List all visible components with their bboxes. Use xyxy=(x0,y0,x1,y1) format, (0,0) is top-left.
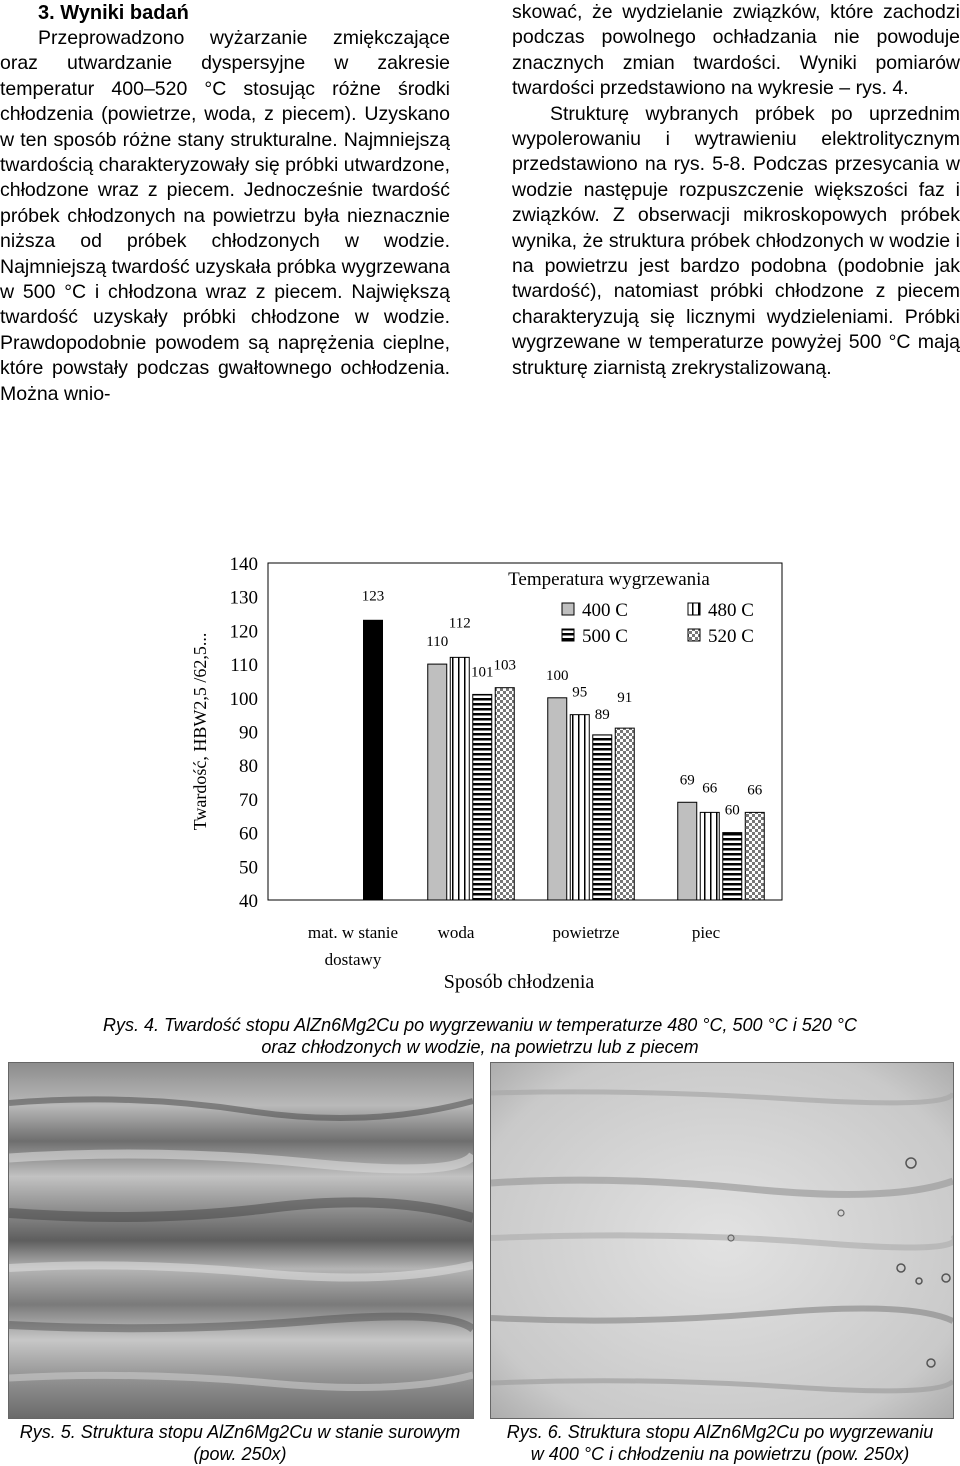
figure-4-caption-line-1: Rys. 4. Twardość stopu AlZn6Mg2Cu po wygrzewaniu w temperaturze 480 °C, 500 °C i 520 °C xyxy=(103,1015,857,1035)
y-axis-label: Twardość, HBW2,5 /62,5... xyxy=(190,632,210,831)
micrograph-figure-6 xyxy=(490,1062,954,1419)
y-tick-label: 40 xyxy=(239,891,258,912)
bar-400C-3 xyxy=(678,802,697,900)
figure-4-caption xyxy=(0,1014,960,1058)
data-label: 69 xyxy=(679,772,695,789)
y-tick-label: 50 xyxy=(239,857,258,879)
y-tick-label: 140 xyxy=(229,554,258,575)
data-label: 60 xyxy=(724,802,740,819)
data-label: 66 xyxy=(702,780,718,797)
category-label-4: piec xyxy=(691,923,721,942)
x-axis-label: Sposób chłodzenia xyxy=(443,971,595,993)
bar-400C-2 xyxy=(548,698,567,900)
figure-4-caption-line-2: oraz chłodzonych w wodzie, na powietrzu lub z piecem xyxy=(261,1037,699,1057)
data-label: 95 xyxy=(572,684,588,701)
y-tick-label: 80 xyxy=(239,756,258,778)
category-label-1a: mat. w stanie xyxy=(307,923,399,942)
legend-swatch-500C xyxy=(562,629,574,641)
legend-title: Temperatura wygrzewania xyxy=(508,569,710,590)
data-label: 110 xyxy=(426,634,449,651)
y-tick-label: 70 xyxy=(239,789,258,811)
data-label: 103 xyxy=(493,657,516,674)
section-heading: 3. Wyniki badań xyxy=(38,2,189,24)
bar-400C-1 xyxy=(428,664,447,900)
y-tick-label: 100 xyxy=(229,688,258,710)
micrograph-6-image xyxy=(491,1063,953,1418)
hardness-chart-svg xyxy=(176,538,786,998)
data-label: 100 xyxy=(546,667,569,684)
left-paragraph: Przeprowadzono wyżarzanie zmiękczające oraz utwardzanie dyspersyjne w zakresie temperatur 400–520 °C stosując różne środki chłodzenia (powietrze, woda, z piecem). Uzyskano w ten sposób różne stany strukturalne. Najmniejszą twardością charakteryzowały się próbki utwardzone, chłodzone wraz z piecem. Jednocześnie twardość próbek chłodzonych na powietrzu była nieznacznie niższa od próbek chłodzonych w wodzie. Najmniejszą twardość uzyskała próbka wygrzewana w 500 °C i chłodzona wraz z piecem. Największą twardość uzyskały próbki chłodzone w wodzie. Prawdopodobnie powodem są naprężenia cieplne, które powstały podczas gwałtownego ochłodzenia. Można wnio- xyxy=(0,27,450,405)
legend-label: 520 C xyxy=(708,626,754,647)
legend-label: 500 C xyxy=(582,626,628,647)
bar-480C-2 xyxy=(570,715,589,900)
right-paragraph-2: Strukturę wybranych próbek po uprzednim wypolerowaniu i wytrawieniu elektrolitycznym przedstawiono na rys. 5-8. Podczas przesycania w wodzie następuje rozpuszczenie większości faz i związków. Z obserwacji mikroskopowych próbek wynika, że struktura próbek chłodzonych w wodzie i na powietrzu jest bardzo podobna (podobnie jak twardość), natomiast próbki chłodzone z piecem charakteryzują się licznymi wydzieleniami. Próbki wygrzewane w temperaturze powyżej 500 °C mają strukturę ziarnistą zrekrystalizowaną. xyxy=(512,102,960,379)
bar-520C-1 xyxy=(495,688,514,900)
bar-dostawy xyxy=(364,620,383,900)
y-tick-label: 120 xyxy=(229,621,258,643)
data-label: 66 xyxy=(747,782,763,799)
y-tick-label: 60 xyxy=(239,823,258,845)
figure-6-caption xyxy=(480,1421,960,1465)
data-label: 123 xyxy=(361,588,385,605)
category-label-2: woda xyxy=(437,923,475,942)
category-label-3: powietrze xyxy=(552,923,620,942)
bar-520C-2 xyxy=(615,728,634,900)
y-tick-label: 130 xyxy=(229,587,258,609)
data-label: 101 xyxy=(471,664,494,681)
legend-swatch-480C xyxy=(688,603,700,615)
y-tick-label: 90 xyxy=(239,722,258,744)
data-label: 89 xyxy=(594,706,610,723)
hardness-chart xyxy=(176,538,786,998)
bar-500C-3 xyxy=(723,833,742,900)
legend-label: 480 C xyxy=(708,600,754,621)
left-text-column xyxy=(0,0,450,407)
figure-6-caption-line-1: Rys. 6. Struktura stopu AlZn6Mg2Cu po wygrzewaniu xyxy=(506,1422,934,1442)
legend-swatch-400C xyxy=(562,603,574,615)
micrograph-figure-5 xyxy=(8,1062,474,1419)
right-text-column xyxy=(512,0,960,381)
category-label-1b: dostawy xyxy=(324,950,382,969)
legend-swatch-520C xyxy=(688,629,700,641)
bar-520C-3 xyxy=(745,812,764,900)
y-tick-label: 110 xyxy=(230,655,258,677)
bar-480C-1 xyxy=(450,657,469,900)
bar-500C-1 xyxy=(473,694,492,900)
data-label: 112 xyxy=(448,615,471,632)
figure-5-caption-line-2: (pow. 250x) xyxy=(193,1444,287,1464)
legend-label: 400 C xyxy=(582,600,628,621)
figure-5-caption-line-1: Rys. 5. Struktura stopu AlZn6Mg2Cu w stanie surowym xyxy=(19,1422,461,1442)
figure-5-caption xyxy=(0,1421,480,1465)
bar-500C-2 xyxy=(593,735,612,900)
figure-6-caption-line-2: w 400 °C i chłodzeniu na powietrzu (pow. 250x) xyxy=(530,1444,910,1464)
data-label: 91 xyxy=(617,690,633,707)
right-paragraph-1: skować, że wydzielanie związków, które zachodzi podczas powolnego ochładzania nie powoduje znacznych zmian twardości. Wyniki pomiarów twardości przedstawiono na wykresie – rys. 4. xyxy=(512,1,960,100)
micrograph-5-image xyxy=(9,1063,473,1418)
bar-480C-3 xyxy=(700,812,719,900)
